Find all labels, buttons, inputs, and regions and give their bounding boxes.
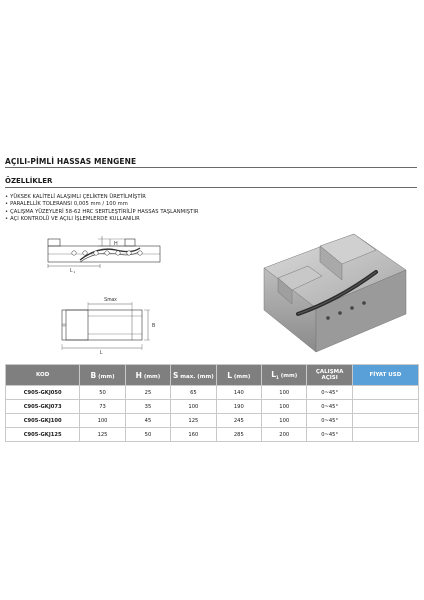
feature-item: • ÇALIŞMA YÜZEYLERİ 58-62 HRC SERTLEŞTİRİLİP HASSAS TAŞLANMIŞTIR (5, 209, 199, 216)
header-smax: S max. (mm) (171, 365, 216, 386)
cell-price (352, 400, 418, 414)
cell-kod: C905-GKJ100 (6, 414, 80, 428)
cell-h: 25 (125, 386, 170, 400)
dimension-h-label: H (114, 241, 118, 247)
header-calisma-acisi: ÇALIŞMA AÇISI (307, 365, 352, 386)
table-row (6, 428, 419, 442)
header-h: H (mm) (125, 365, 170, 386)
cell-smax: 125 (171, 414, 216, 428)
feature-item: • YÜKSEK KALİTELİ ALAŞIMLI ÇELİKTEN ÜRETİLMİŞTİR (5, 194, 199, 201)
cell-l1: 100 (262, 414, 307, 428)
feature-item: • PARALELLİK TOLERANSI 0,005 mm / 100 mm (5, 201, 199, 208)
table-row (6, 400, 419, 414)
header-kod: KOD (6, 365, 80, 386)
cell-kod: C905-GKJ073 (6, 400, 80, 414)
dimension-smax-label: Smax (104, 297, 117, 303)
feature-item: • AÇI KONTROLÜ VE AÇILI İŞLEMLERDE KULLANILIR (5, 216, 199, 223)
header-l: L (mm) (216, 365, 261, 386)
spec-table (5, 364, 419, 442)
cell-l: 190 (216, 400, 261, 414)
dimension-l1-label: L (70, 268, 73, 274)
top-view-drawing (52, 290, 164, 356)
header-fiyat-usd: FİYAT USD (352, 365, 418, 386)
cell-b: 125 (80, 428, 125, 442)
dimension-b-label: B (152, 323, 156, 329)
cell-price (352, 386, 418, 400)
cell-l: 140 (216, 386, 261, 400)
cell-smax: 160 (171, 428, 216, 442)
table-header-row (6, 365, 419, 386)
cell-price (352, 428, 418, 442)
header-b: B (mm) (80, 365, 125, 386)
cell-l1: 200 (262, 428, 307, 442)
side-view-drawing (40, 226, 165, 282)
cell-l1: 100 (262, 400, 307, 414)
cell-smax: 65 (171, 386, 216, 400)
product-photo-vise (258, 222, 410, 362)
section-divider (5, 187, 417, 188)
dimension-l1-subscript: 1 (73, 270, 76, 274)
cell-b: 50 (80, 386, 125, 400)
cell-angle: 0~45° (307, 414, 352, 428)
cell-kod: C905-GKJ050 (6, 386, 80, 400)
cell-h: 45 (125, 414, 170, 428)
table-row (6, 386, 419, 400)
cell-angle: 0~45° (307, 400, 352, 414)
cell-l: 245 (216, 414, 261, 428)
cell-b: 73 (80, 400, 125, 414)
cell-kod: C905-GKJ125 (6, 428, 80, 442)
header-l1: $L_1$ (mm) (262, 365, 307, 386)
cell-price (352, 414, 418, 428)
section-title-features: ÖZELLİKLER (5, 177, 53, 185)
cell-smax: 100 (171, 400, 216, 414)
page-title: AÇILI-PİMLİ HASSAS MENGENE (5, 157, 137, 166)
dimension-l-label: L (100, 350, 103, 356)
table-row (6, 414, 419, 428)
cell-angle: 0~45° (307, 428, 352, 442)
cell-l: 285 (216, 428, 261, 442)
feature-list (5, 194, 199, 223)
cell-angle: 0~45° (307, 386, 352, 400)
cell-l1: 100 (262, 386, 307, 400)
cell-h: 50 (125, 428, 170, 442)
cell-h: 35 (125, 400, 170, 414)
title-divider (5, 167, 417, 168)
cell-b: 100 (80, 414, 125, 428)
